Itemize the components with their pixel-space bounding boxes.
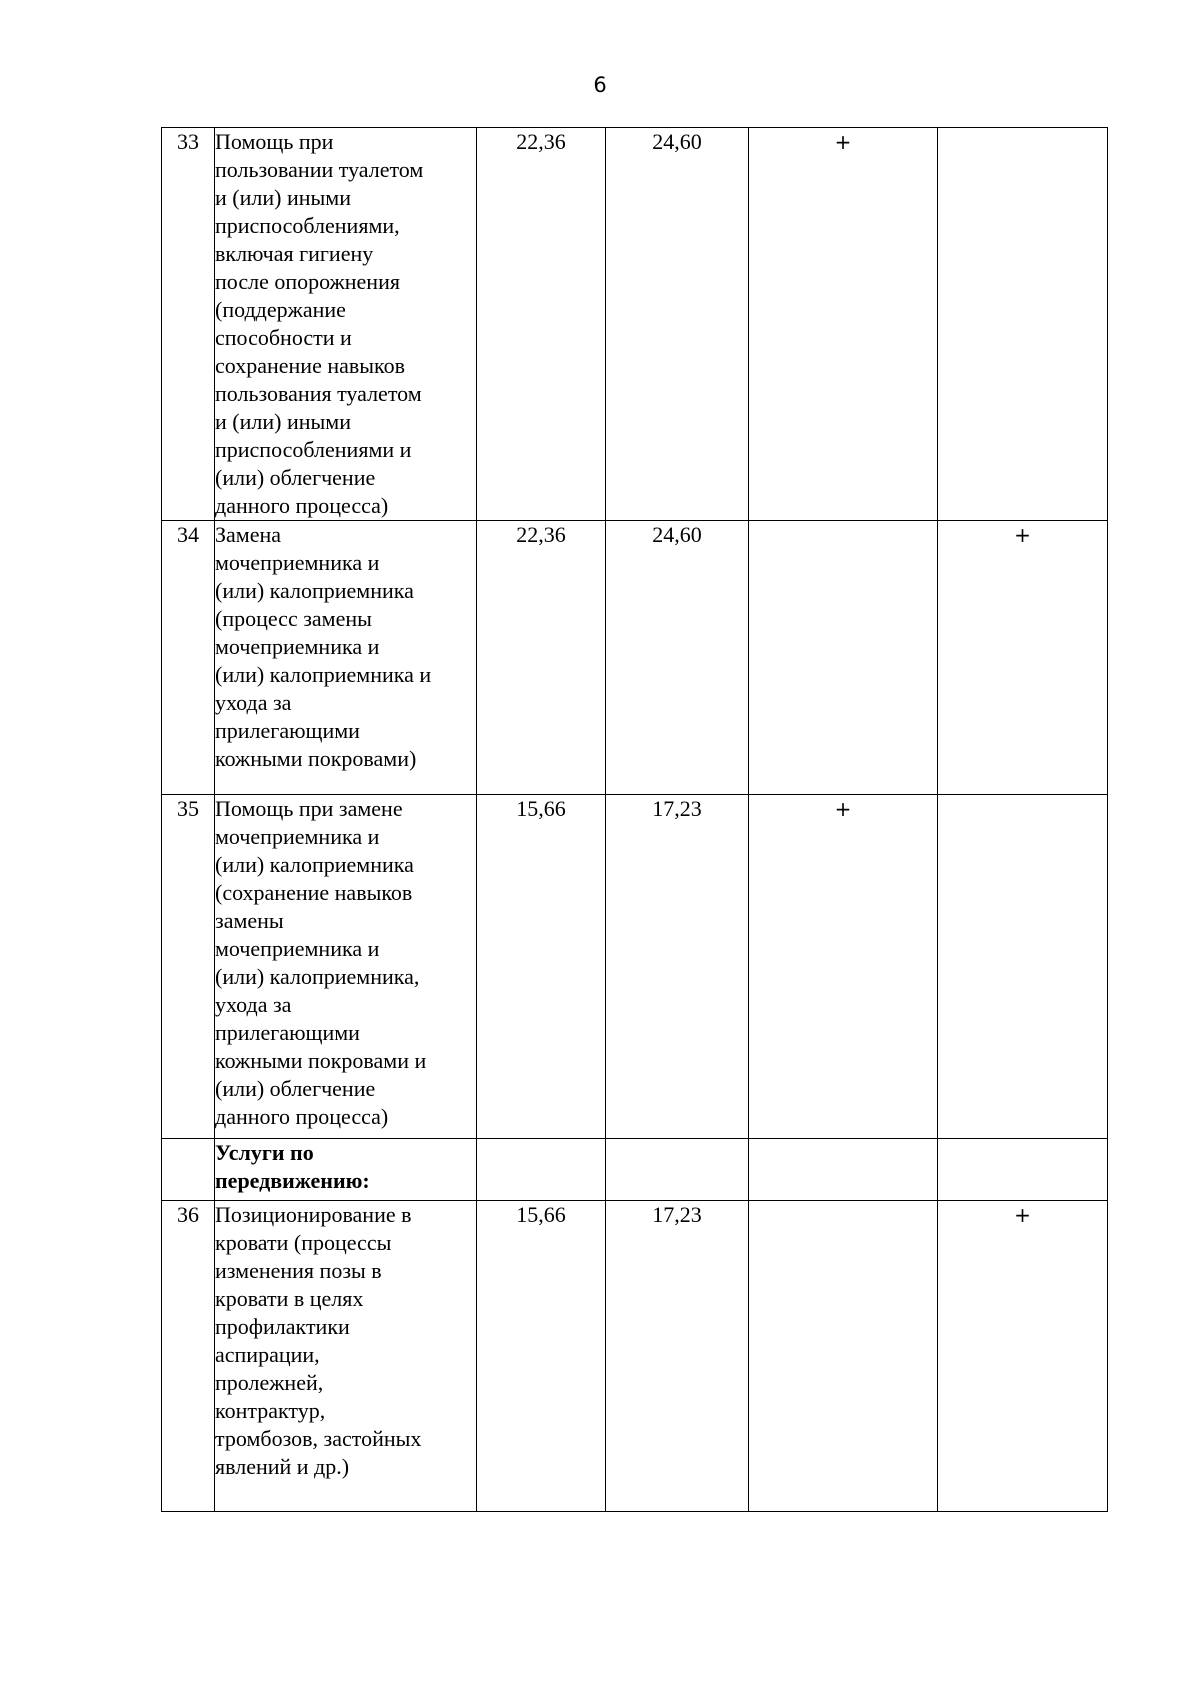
service-name bbox=[215, 128, 477, 521]
service-name-line: (или) калоприемника bbox=[215, 852, 414, 877]
service-name-line: пролежней, bbox=[215, 1370, 324, 1395]
section-row bbox=[162, 1139, 1108, 1201]
service-name-line: кожными покровами) bbox=[215, 746, 417, 771]
price-2: 24,60 bbox=[606, 128, 749, 521]
price-1: 22,36 bbox=[477, 128, 606, 521]
table-row bbox=[162, 521, 1108, 795]
mark-column-2: + bbox=[938, 1201, 1108, 1512]
mark-column-2: + bbox=[938, 521, 1108, 795]
service-name-line: (сохранение навыков bbox=[215, 880, 413, 905]
table-row bbox=[162, 795, 1108, 1139]
mark-column-2 bbox=[938, 795, 1108, 1139]
service-name-line: данного процесса) bbox=[215, 493, 389, 518]
service-name-line: аспирации, bbox=[215, 1342, 320, 1367]
service-name-line: и (или) иными bbox=[215, 409, 351, 434]
section-title-line: Услуги по bbox=[215, 1140, 314, 1165]
price-1: 15,66 bbox=[477, 795, 606, 1139]
service-name-line: прилегающими bbox=[215, 718, 360, 743]
price-1: 22,36 bbox=[477, 521, 606, 795]
service-name-line: изменения позы в bbox=[215, 1258, 382, 1283]
row-number: 35 bbox=[162, 795, 215, 1139]
service-name-line: после опорожнения bbox=[215, 269, 400, 294]
service-name-line: (или) облегчение bbox=[215, 1076, 376, 1101]
page-number: 6 bbox=[593, 73, 607, 97]
mark-column-1: + bbox=[749, 128, 938, 521]
service-name-line: включая гигиену bbox=[215, 241, 374, 266]
service-name-line: Замена bbox=[215, 522, 282, 547]
service-name-line: (или) калоприемника bbox=[215, 578, 414, 603]
service-name-line: (или) облегчение bbox=[215, 465, 376, 490]
service-name-line: явлений и др.) bbox=[215, 1454, 350, 1479]
price-2: 24,60 bbox=[606, 521, 749, 795]
service-name-line: пользования туалетом bbox=[215, 381, 422, 406]
service-name bbox=[215, 521, 477, 795]
service-name-line: Помощь при bbox=[215, 129, 334, 154]
table-row bbox=[162, 1201, 1108, 1512]
price-2: 17,23 bbox=[606, 795, 749, 1139]
service-name-line: (поддержание bbox=[215, 297, 346, 322]
section-title bbox=[215, 1139, 477, 1201]
mark-column-1 bbox=[749, 521, 938, 795]
mark-column-1: + bbox=[749, 795, 938, 1139]
mark-column-1 bbox=[749, 1201, 938, 1512]
service-name-line: приспособлениями, bbox=[215, 213, 400, 238]
mark-column-1 bbox=[749, 1139, 938, 1201]
service-name-line: профилактики bbox=[215, 1314, 350, 1339]
service-name-line: контрактур, bbox=[215, 1398, 326, 1423]
service-name-line: (процесс замены bbox=[215, 606, 372, 631]
price-1 bbox=[477, 1139, 606, 1201]
service-name-line: кожными покровами и bbox=[215, 1048, 427, 1073]
service-name-line: мочеприемника и bbox=[215, 824, 380, 849]
mark-column-2 bbox=[938, 128, 1108, 521]
service-name-line: приспособлениями и bbox=[215, 437, 412, 462]
service-name-line: (или) калоприемника и bbox=[215, 662, 432, 687]
service-name-line: кровати в целях bbox=[215, 1286, 364, 1311]
service-name-line: пользовании туалетом bbox=[215, 157, 424, 182]
service-name-line: данного процесса) bbox=[215, 1104, 389, 1129]
service-name-line: мочеприемника и bbox=[215, 936, 380, 961]
service-name bbox=[215, 795, 477, 1139]
service-name-line: и (или) иными bbox=[215, 185, 351, 210]
service-name bbox=[215, 1201, 477, 1512]
row-number: 34 bbox=[162, 521, 215, 795]
service-name-line: мочеприемника и bbox=[215, 634, 380, 659]
mark-column-2 bbox=[938, 1139, 1108, 1201]
service-name-line: мочеприемника и bbox=[215, 550, 380, 575]
service-name-line: ухода за bbox=[215, 690, 292, 715]
service-name-line: тромбозов, застойных bbox=[215, 1426, 422, 1451]
service-name-line: способности и bbox=[215, 325, 352, 350]
service-name-line: замены bbox=[215, 908, 284, 933]
price-2 bbox=[606, 1139, 749, 1201]
table-row bbox=[162, 128, 1108, 521]
service-name-line: прилегающими bbox=[215, 1020, 360, 1045]
service-name-line: Позиционирование в bbox=[215, 1202, 412, 1227]
price-1: 15,66 bbox=[477, 1201, 606, 1512]
section-title-line: передвижению: bbox=[215, 1168, 370, 1193]
row-number bbox=[162, 1139, 215, 1201]
row-number: 36 bbox=[162, 1201, 215, 1512]
services-table bbox=[161, 127, 1108, 1512]
service-name-line: Помощь при замене bbox=[215, 796, 403, 821]
service-name-line: ухода за bbox=[215, 992, 292, 1017]
price-2: 17,23 bbox=[606, 1201, 749, 1512]
service-name-line: (или) калоприемника, bbox=[215, 964, 420, 989]
row-number: 33 bbox=[162, 128, 215, 521]
service-name-line: кровати (процессы bbox=[215, 1230, 392, 1255]
service-name-line: сохранение навыков bbox=[215, 353, 405, 378]
